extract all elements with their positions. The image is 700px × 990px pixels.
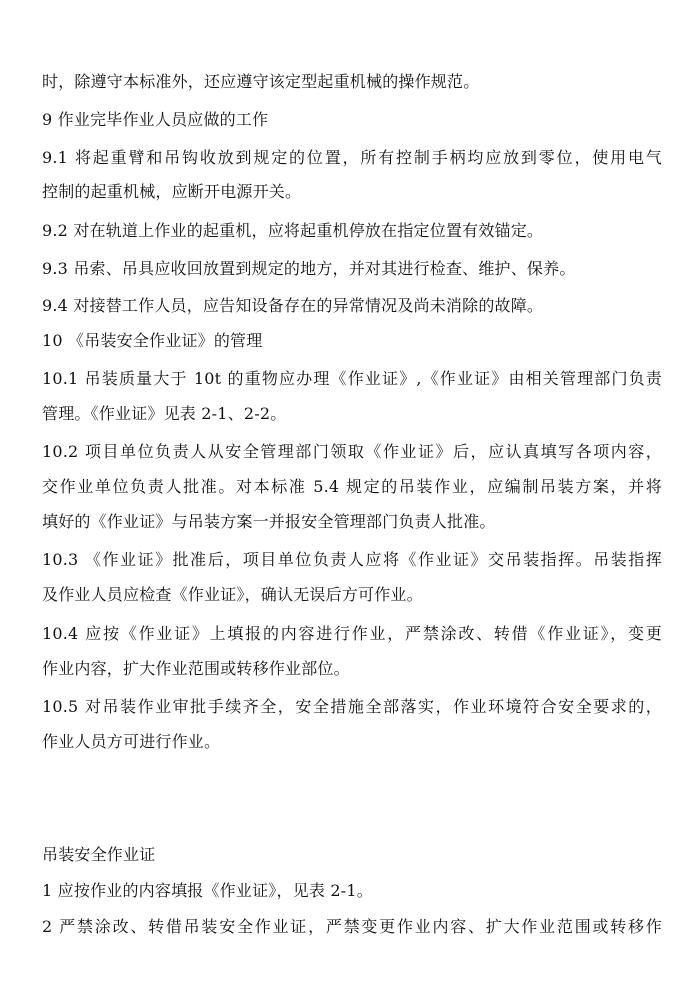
paragraph-line: 9.2 对在轨道上作业的起重机，应将起重机停放在指定位置有效锚定。 [42, 221, 544, 240]
paragraph-line: 2 严禁涂改、转借吊装安全作业证，严禁变更作业内容、扩大作业范围或转移作 [42, 917, 662, 936]
paragraph-line: 9.1 将起重臂和吊钩收放到规定的位置，所有控制手柄均应放到零位，使用电气 [42, 148, 662, 167]
paragraph-line: 1 应按作业的内容填报《作业证》，见表 2-1。 [42, 881, 373, 900]
paragraph-line: 控制的起重机械，应断开电源开关。 [42, 182, 302, 201]
paragraph-line: 9.4 对接替工作人员，应告知设备存在的异常情况及尚未消除的故障。 [42, 296, 544, 315]
paragraph-line: 作业人员方可进行作业。 [42, 732, 221, 751]
section-heading: 10 《吊装安全作业证》的管理 [42, 331, 263, 350]
paragraph-line: 9.3 吊索、吊具应收回放置到规定的地方，并对其进行检查、维护、保养。 [42, 259, 576, 278]
paragraph-line: 10.3 《作业证》批准后，项目单位负责人应将《作业证》交吊装指挥。吊装指挥 [42, 550, 662, 569]
paragraph-line: 时，除遵守本标准外，还应遵守该定型起重机械的操作规范。 [42, 72, 480, 91]
paragraph-line: 10.5 对吊装作业审批手续齐全，安全措施全部落实，作业环境符合安全要求的， [42, 697, 662, 716]
paragraph-line: 管理。《作业证》见表 2-1、2-2。 [42, 404, 287, 423]
paragraph-line: 10.4 应按《作业证》上填报的内容进行作业，严禁涂改、转借《作业证》，变更 [42, 624, 662, 643]
paragraph-line: 作业内容，扩大作业范围或转移作业部位。 [42, 659, 350, 678]
section-heading: 9 作业完毕作业人员应做的工作 [42, 110, 269, 129]
paragraph-line: 10.1 吊装质量大于 10t 的重物应办理《作业证》,《作业证》由相关管理部门负责 [42, 369, 662, 388]
paragraph-line: 交作业单位负责人批准。对本标准 5.4 规定的吊装作业，应编制吊装方案，并将 [42, 477, 662, 496]
paragraph-line: 10.2 项目单位负责人从安全管理部门领取《作业证》后，应认真填写各项内容， [42, 442, 662, 461]
paragraph-line: 及作业人员应检查《作业证》，确认无误后方可作业。 [42, 585, 423, 604]
section-heading: 吊装安全作业证 [42, 845, 156, 864]
paragraph-line: 填好的《作业证》与吊装方案一并报安全管理部门负责人批准。 [42, 512, 496, 531]
